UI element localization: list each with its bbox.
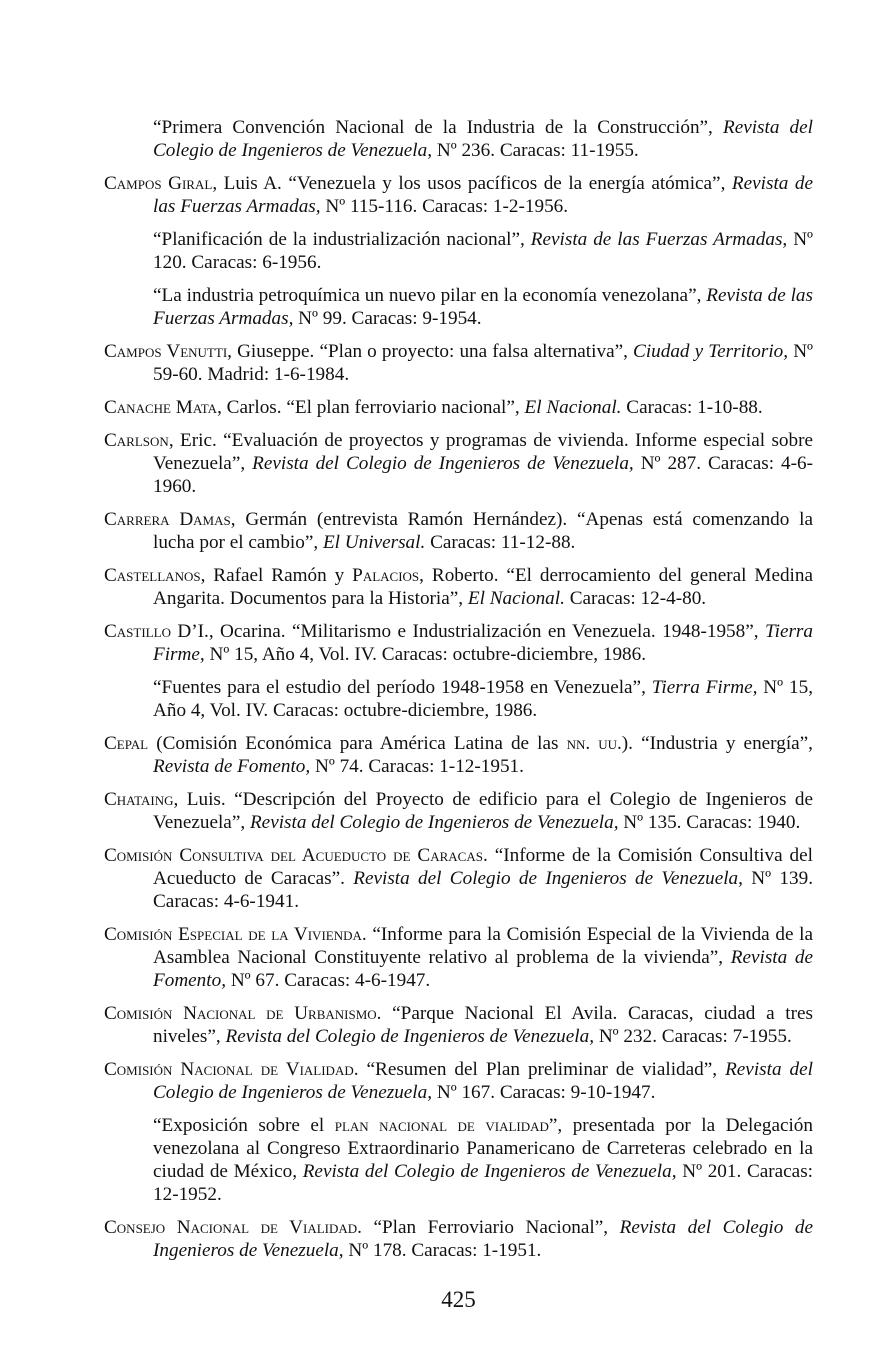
publication-title: Revista del Colegio de Ingenieros de Venezuela, (249, 812, 619, 833)
entry-text: Nº 99. Caracas: 9-1954. (293, 308, 482, 329)
entry-text: “Exposición sobre el (153, 1115, 335, 1136)
publication-title: Revista del Colegio de Ingenieros de Venezuela, (153, 117, 813, 161)
entry-text: Nº 67. Caracas: 4-6-1947. (226, 970, 431, 991)
entry-text: Nº 120. Caracas: 6-1956. (153, 229, 813, 273)
entry-text: . “Informe para la Comisión Especial de la Vivienda de la Asamblea Nacional Constituyente relativo al problema de la vivienda”, (153, 924, 813, 968)
entry-text: Nº 201. Caracas: 12-1952. (153, 1161, 813, 1205)
bibliography-sub-entry (104, 676, 813, 722)
entry-text: . “Resumen del Plan preliminar de vialidad”, (353, 1059, 726, 1080)
author-name: Cepal (104, 733, 149, 754)
publication-title: Tierra Firme, (651, 677, 758, 698)
entry-text: , Roberto. “El derrocamiento del general Medina Angarita. Documentos para la Historia”, (153, 565, 813, 609)
bibliography-sub-entry (104, 116, 813, 162)
bibliography-sub-entry (104, 228, 813, 274)
author-name: Castellanos (104, 565, 201, 586)
author-name: Chataing (104, 789, 174, 810)
entry-text: “Planificación de la industrialización nacional”, (153, 229, 531, 250)
publication-title: Revista del Colegio de Ingenieros de Venezuela, (153, 1217, 813, 1261)
bibliography-list (104, 116, 813, 1262)
bibliography-entry (104, 396, 813, 419)
bibliography-entry (104, 1058, 813, 1104)
bibliography-entry (104, 620, 813, 666)
publication-title: Revista del Colegio de Ingenieros de Venezuela, (302, 1161, 677, 1182)
bibliography-entry (104, 923, 813, 992)
entry-text: . “Plan Ferroviario Nacional”, (357, 1217, 620, 1238)
entry-text: Nº 139. Caracas: 4-6-1941. (153, 868, 813, 912)
publication-title: Revista de las Fuerzas Armadas, (153, 173, 813, 217)
author-name: nn. uu. (566, 733, 622, 754)
bibliography-entry (104, 1002, 813, 1048)
author-name: Carrera Damas (104, 509, 231, 530)
entry-text: Nº 15, Año 4, Vol. IV. Caracas: octubre-diciembre, 1986. (204, 644, 647, 665)
entry-text: Nº 232. Caracas: 7-1955. (594, 1026, 792, 1047)
publication-title: Revista de Fomento, (153, 756, 311, 777)
bibliography-entry (104, 844, 813, 913)
entry-text: , Germán (entrevista Ramón Hernández). “Apenas está comenzando la lucha por el cambio”, (153, 509, 813, 553)
publication-title: Revista del Colegio de Ingenieros de Venezuela, (153, 1059, 813, 1103)
entry-text: (Comisión Económica para América Latina de las (148, 733, 567, 754)
publication-title: El Universal. (322, 532, 426, 553)
entry-text: Nº 236. Caracas: 11-1955. (432, 140, 639, 161)
bibliography-entry (104, 732, 813, 778)
entry-text: “La industria petroquímica un nuevo pilar en la economía venezolana”, (153, 285, 707, 306)
bibliography-sub-entry (104, 284, 813, 330)
entry-text: Nº 287. Caracas: 4-6-1960. (153, 453, 814, 497)
bibliography-entry (104, 508, 813, 554)
entry-text: Nº 74. Caracas: 1-12-1951. (310, 756, 524, 777)
bibliography-sub-entry (104, 1114, 813, 1206)
publication-title: Revista de las Fuerzas Armadas, (153, 285, 813, 329)
entry-text: Caracas: 1-10-88. (621, 397, 763, 418)
entry-text: Caracas: 11-12-88. (425, 532, 576, 553)
entry-text: Nº 59-60. Madrid: 1-6-1984. (153, 341, 813, 385)
entry-text: Caracas: 12-4-80. (564, 588, 707, 609)
author-name: Campos Giral (104, 173, 213, 194)
page-number: 425 (441, 1287, 476, 1312)
entry-text: . “Informe de la Comisión Consultiva del Acueducto de Caracas”. (153, 845, 813, 889)
bibliography-entry (104, 788, 813, 834)
publication-title: Ciudad y Territorio, (633, 341, 789, 362)
author-name: Comisión Nacional de Urbanismo (104, 1003, 377, 1024)
entry-text: ”, presentada por la Delegación venezolana al Congreso Extraordinario Panamericano de Carreteras celebrado en la ciudad de México, (153, 1115, 813, 1182)
author-name: Campos Venutti (104, 341, 228, 362)
entry-text: , Rafael Ramón y (200, 565, 353, 586)
entry-text: ). “Industria y energía”, (621, 733, 813, 754)
entry-text: “Primera Convención Nacional de la Industria de la Construcción”, (153, 117, 723, 138)
publication-title: El Nacional. (467, 588, 565, 609)
bibliography-entry (104, 172, 813, 218)
entry-text: , Luis A. “Venezuela y los usos pacíficos de la energía atómica”, (212, 173, 732, 194)
publication-title: Revista del Colegio de Ingenieros de Venezuela, (353, 868, 743, 889)
entry-text: D’I., Ocarina. “Militarismo e Industrialización en Venezuela. 1948-1958”, (170, 621, 765, 642)
entry-text: “Fuentes para el estudio del período 1948-1958 en Venezuela”, (153, 677, 652, 698)
author-name: Canache Mata (104, 397, 218, 418)
publication-title: Revista del Colegio de Ingenieros de Venezuela, (225, 1026, 595, 1047)
author-name: plan nacional de vialidad (334, 1115, 549, 1136)
entry-text: . “Parque Nacional El Avila. Caracas, ciudad a tres niveles”, (153, 1003, 813, 1047)
publication-title: Revista del Colegio de Ingenieros de Venezuela, (252, 453, 634, 474)
publication-title: Revista de Fomento, (153, 947, 813, 991)
entry-text: Nº 115-116. Caracas: 1-2-1956. (320, 196, 569, 217)
author-name: Castillo (104, 621, 171, 642)
author-name: Comisión Especial de la Vivienda (104, 924, 362, 945)
bibliography-entry (104, 1216, 813, 1262)
publication-title: El Nacional. (524, 397, 622, 418)
author-name: Carlson (104, 430, 169, 451)
bibliography-entry (104, 429, 813, 498)
entry-text: Nº 178. Caracas: 1-1951. (343, 1240, 542, 1261)
author-name: Consejo Nacional de Vialidad (104, 1217, 358, 1238)
entry-text: , Carlos. “El plan ferroviario nacional”, (217, 397, 525, 418)
entry-text: Nº 15, Año 4, Vol. IV. Caracas: octubre-diciembre, 1986. (153, 677, 814, 721)
bibliography-entry (104, 340, 813, 386)
author-name: Palacios (352, 565, 420, 586)
bibliography-entry (104, 564, 813, 610)
entry-text: , Giuseppe. “Plan o proyecto: una falsa alternativa”, (227, 341, 634, 362)
entry-text: Nº 135. Caracas: 1940. (618, 812, 801, 833)
publication-title: Revista de las Fuerzas Armadas, (530, 229, 788, 250)
entry-text: , Eric. “Evaluación de proyectos y programas de vivienda. Informe especial sobre Venezuela”, (153, 430, 813, 474)
entry-text: Nº 167. Caracas: 9-10-1947. (432, 1082, 656, 1103)
author-name: Comisión Consultiva del Acueducto de Caracas (104, 845, 483, 866)
publication-title: Tierra Firme, (153, 621, 813, 665)
author-name: Comisión Nacional de Vialidad (104, 1059, 354, 1080)
entry-text: , Luis. “Descripción del Proyecto de edificio para el Colegio de Ingenieros de Venezuela”, (153, 789, 813, 833)
